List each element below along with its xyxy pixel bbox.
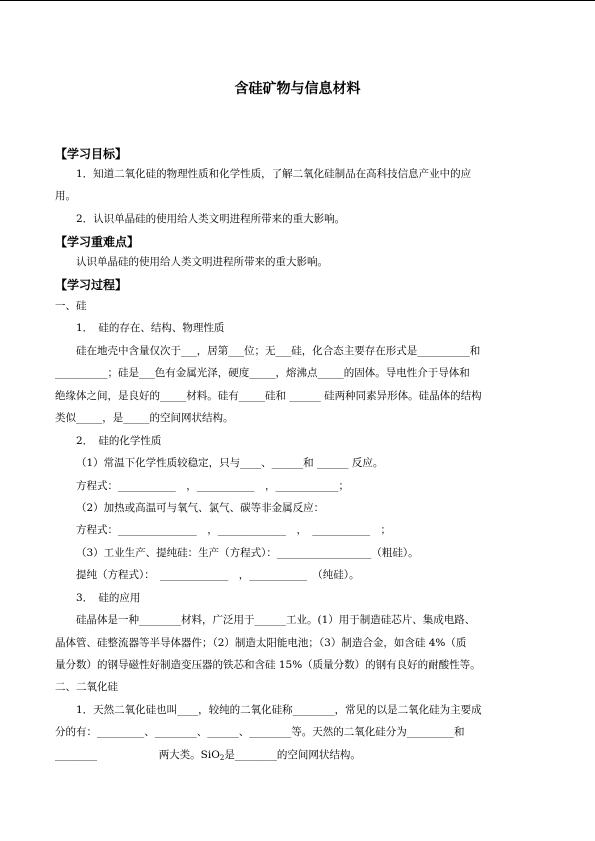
paragraph-line: 分的有：_________、________、______、________等。天然的二氧化硅分为_________和 bbox=[55, 726, 465, 738]
paragraph-line: 量分数）的钢导磁性好制造变压器的铁芯和含硅 15%（质量分数）的钢有良好的耐酸性等。 bbox=[55, 659, 481, 671]
page-title: 含硅矿物与信息材料 bbox=[234, 81, 361, 97]
subsection-heading: 2． 硅的化学性质 bbox=[76, 435, 162, 447]
section-heading: 一、硅 bbox=[55, 300, 87, 312]
paragraph-line: 硅晶体是一种________材料，广泛用于______工业。(1）用于制造硅芯片、集成电路、 bbox=[76, 614, 476, 626]
equation-line: 方程式：_______________ ，_____________ ， ___________ ； bbox=[76, 524, 391, 536]
equation-line: 提纯（方程式）： _____________ ，___________ （纯硅）。 bbox=[76, 569, 360, 581]
paragraph-line: （1）常温下化学性质较稳定，只与____、______和 ______ 反应。 bbox=[76, 457, 384, 469]
paragraph-line bbox=[55, 749, 361, 762]
paragraph-line: 晶体管、硅整流器等半导体器件；（2）制造太阳能电池；（3）制造合金，如含硅 4%（质 bbox=[55, 637, 467, 649]
paragraph-line: （2）加热或高温可与氧气、氯气、碳等非金属反应： bbox=[76, 502, 325, 514]
section-heading: 二、二氧化硅 bbox=[55, 681, 118, 693]
heading-key-points: 【学习重难点】 bbox=[55, 235, 140, 249]
paragraph-line: 类似_____，是_____的空间网状结构。 bbox=[55, 412, 234, 424]
paragraph-line: （3）工业生产、提纯硅：生产（方程式）：__________________（粗硅）。 bbox=[76, 547, 419, 559]
text-run: 是________的空间网状结构。 bbox=[224, 749, 361, 761]
heading-goals: 【学习目标】 bbox=[55, 147, 128, 161]
goal-line: 用。 bbox=[55, 190, 76, 202]
blank-line: ________ bbox=[55, 749, 97, 761]
heading-process: 【学习过程】 bbox=[55, 278, 128, 292]
text-run: 两大类。SiO bbox=[158, 749, 220, 761]
key-point-line: 认识单晶硅的使用给人类文明进程所带来的重大影响。 bbox=[76, 256, 328, 268]
goal-line: 2．认识单晶硅的使用给人类文明进程所带来的重大影响。 bbox=[76, 213, 346, 225]
goal-line: 1．知道二氧化硅的物理性质和化学性质，了解二氧化硅制品在高科技信息产业中的应 bbox=[76, 168, 472, 180]
paragraph-line: 1．天然二氧化硅也叫____，较纯的二氧化硅称________，常见的以是二氧化硅为主要成 bbox=[76, 704, 482, 716]
subsection-heading: 3． 硅的应用 bbox=[76, 592, 141, 604]
paragraph-line: 硅在地壳中含量仅次于___，居第___位；无___硅，化合态主要存在形式是__________和 bbox=[76, 345, 481, 357]
equation-line: 方程式：___________ ，___________ ，____________； bbox=[76, 480, 349, 492]
paragraph-line: 绝缘体之间，是良好的_____材料。硅有_____硅和 ______ 硅两种同素异形体。硅晶体的结构 bbox=[55, 390, 482, 402]
top-rule bbox=[0, 0, 595, 1]
paragraph-line: __________；硅是___色有金属光泽，硬度_____，熔沸点_____的固体。导电性介于导体和 bbox=[55, 367, 470, 379]
subscript: 2 bbox=[219, 754, 225, 762]
subsection-heading: 1． 硅的存在、结构、物理性质 bbox=[76, 322, 225, 334]
